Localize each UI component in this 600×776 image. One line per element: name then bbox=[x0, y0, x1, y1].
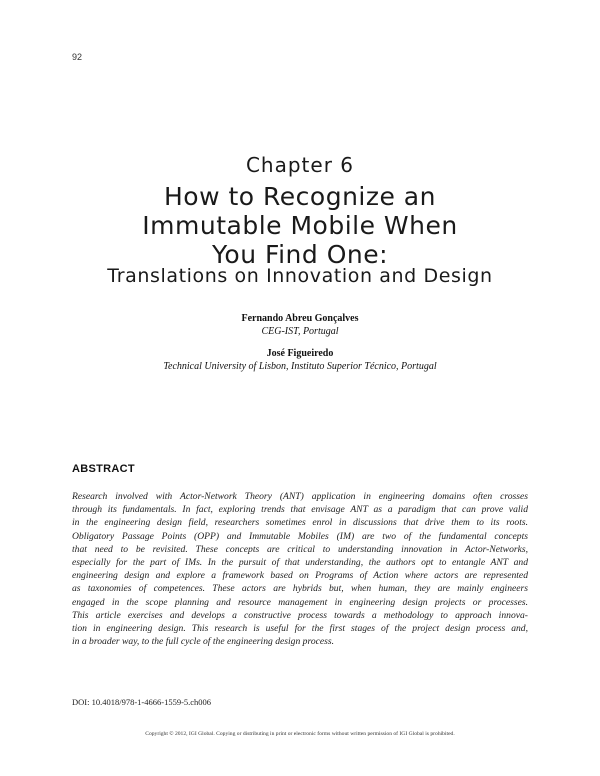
author-affiliation: Technical University of Lisbon, Instituto Superior Técnico, Portugal bbox=[163, 361, 437, 372]
author-name: José Figueiredo bbox=[266, 348, 334, 359]
chapter-title-line: Immutable Mobile When bbox=[142, 211, 458, 240]
abstract-line: as taxonomies of competences. These actors are hybrids but, when human, they are mainly engineers bbox=[72, 583, 528, 595]
abstract-line: tion in engineering design. This research is useful for the first stages of the project design process and, bbox=[72, 623, 528, 635]
author-name: Fernando Abreu Gonçalves bbox=[241, 313, 359, 324]
abstract-body bbox=[72, 490, 528, 648]
abstract-line: engineering design and explore a framework based on Programs of Action where actors are represented bbox=[72, 570, 528, 582]
author-affiliation: CEG-IST, Portugal bbox=[261, 326, 339, 337]
abstract-line: This article exercises and develops a constructive process towards a methodology to approach innova- bbox=[72, 609, 528, 621]
abstract-line: especially for the part of IMs. In the pursuit of that understanding, the authors opt to entangle ANT and bbox=[72, 557, 528, 569]
abstract-line: Research involved with Actor-Network Theory (ANT) application in engineering domains often crosses bbox=[72, 491, 528, 502]
abstract-line: Obligatory Passage Points (OPP) and Immutable Mobiles (IM) are two of the fundamental concepts bbox=[72, 530, 528, 542]
author-block bbox=[60, 347, 540, 373]
abstract-line: in a broader way, to the full cycle of the engineering design process. bbox=[72, 636, 335, 648]
abstract-line: in the engineering design field, researchers sometimes enrol in discussions that drive them to its roots. bbox=[72, 517, 528, 529]
copyright-notice: Copyright © 2012, IGI Global. Copying or distributing in print or electronic forms without written permission of IGI Global is prohibited. bbox=[145, 731, 455, 737]
author-block bbox=[60, 312, 540, 338]
abstract-line: that need to be revisited. These concepts are critical to understanding innovation in Actor-Networks, bbox=[72, 543, 528, 555]
doi: DOI: 10.4018/978-1-4666-1559-5.ch006 bbox=[72, 697, 212, 707]
abstract-line: engaged in the scope planning and resource management in engineering design projects or processes. bbox=[72, 596, 528, 608]
page-number: 92 bbox=[72, 52, 83, 62]
chapter-title-line: You Find One: bbox=[211, 240, 389, 269]
abstract-line: through its fundamentals. In fact, exploring trends that envisage ANT as a paradigm that can prove valid bbox=[72, 504, 528, 516]
abstract-heading: ABSTRACT bbox=[72, 463, 135, 475]
chapter-subtitle: Translations on Innovation and Design bbox=[107, 265, 493, 287]
chapter-title bbox=[100, 182, 500, 269]
chapter-title-line: How to Recognize an bbox=[164, 182, 436, 211]
chapter-label: Chapter 6 bbox=[245, 153, 355, 177]
